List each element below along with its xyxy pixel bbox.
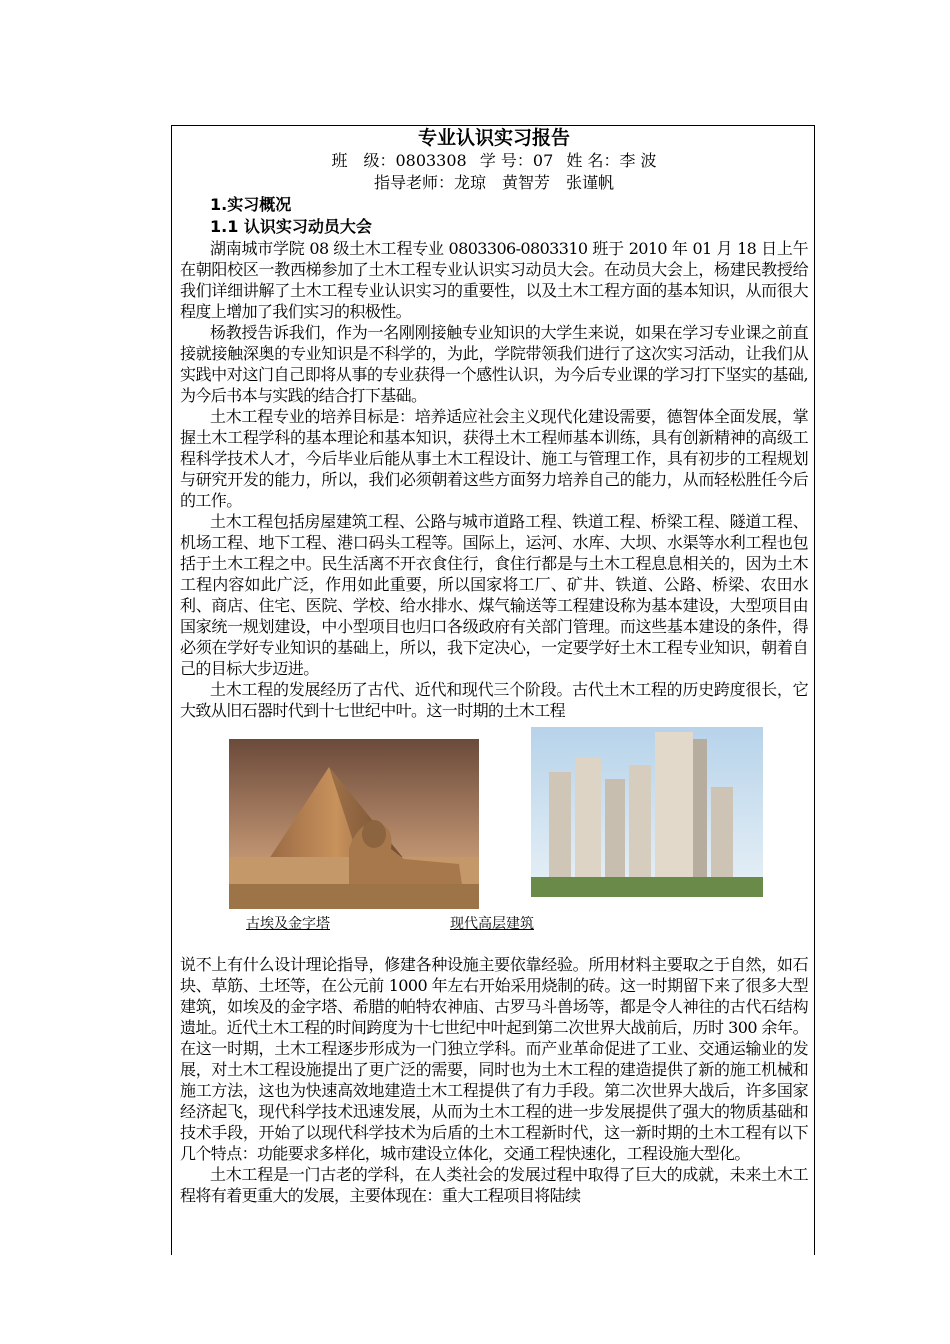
paragraph: 土木工程专业的培养目标是：培养适应社会主义现代化建设需要，德智体全面发展，掌握土木工程学科的基本理论和基本知识，获得土木工程师基本训练，具有创新精神的高级工程科学技术人才，今后毕业后能从事土木工程设计、施工与管理工作，具有初步的工程规划与研究开发的能力，所以，我们必须朝着这些方面努力培养自己的能力，从而轻松胜任今后的工作。	[180, 407, 808, 510]
advisor-info: 指导老师：龙琼 黄智芳 张谨帆	[373, 173, 614, 192]
figure-caption-pyramid: 古埃及金字塔	[246, 916, 330, 932]
section-heading-1-1: 1.1 认识实习动员大会	[210, 217, 372, 236]
report-body	[180, 125, 808, 1206]
student-name-field: 姓 名：李 波	[566, 151, 657, 170]
paragraph: 土木工程包括房屋建筑工程、公路与城市道路工程、铁道工程、桥梁工程、隧道工程、机场工程、地下工程、港口码头工程等。国际上，运河、水库、大坝、水渠等水利工程也包括于土木工程之中。民生活离不开衣食住行，食住行都是与土木工程息息相关的，因为土木工程内容如此广泛，作用如此重要，所以国家将工厂、矿井、铁道、公路、桥梁、农田水利、商店、住宅、医院、学校、给水排水、煤气输送等工程建设称为基本建设，大型项目由国家统一规划建设，中小型项目也归口各级政府有关部门管理。而这些基本建设的条件，得必须在学好专业知识的基础上，所以，我下定决心，一定要学好土木工程专业知识，朝着自己的目标大步迈进。	[180, 512, 808, 678]
pyramid-sphinx-photo	[229, 739, 479, 909]
paragraph: 说不上有什么设计理论指导，修建各种设施主要依靠经验。所用材料主要取之于自然，如石块、草筋、土坯等，在公元前 1000 年左右开始采用烧制的砖。这一时期留下来了很多大型建筑，如埃及的金字塔、希腊的帕特农神庙、古罗马斗兽场等，都是令人神往的古代石结构遗址。近代土木工程的时间跨度为十七世纪中叶起到第二次世界大战前后，历时 300 余年。在这一时期，土木工程逐步形成为一门独立学科。而产业革命促进了工业、交通运输业的发展，对土木工程设施提出了更广泛的需要，同时也为土木工程的建造提供了新的施工机械和施工方法，这也为快速高效地建造土木工程提供了有力手段。第二次世界大战后，许多国家经济起飞，现代科学技术迅速发展，从而为土木工程的进一步发展提供了强大的物质基础和技术手段，开始了以现代科学技术为后盾的土木工程新时代，这一新时期的土木工程有以下几个特点：功能要求多样化，城市建设立体化，交通工程快速化，工程设施大型化。	[180, 955, 808, 1163]
figure-caption-highrise: 现代高层建筑	[450, 916, 534, 932]
class-field: 班 级：0803308	[331, 151, 467, 170]
highrise-buildings-photo	[531, 727, 763, 897]
paragraph: 湖南城市学院 08 级土木工程专业 0803306-0803310 班于 2010 年 01 月 18 日上午在朝阳校区一教西梯参加了土木工程专业认识实习动员大会。在动员大会上，杨建民教授给我们详细讲解了土木工程专业认识实习的重要性，以及土木工程方面的基本知识，从而很大程度上增加了我们实习的积极性。	[180, 239, 808, 321]
student-id-field: 学 号：07	[479, 151, 554, 170]
paragraph: 土木工程的发展经历了古代、近代和现代三个阶段。古代土木工程的历史跨度很长，它大致从旧石器时代到十七世纪中叶。这一时期的土木工程	[180, 680, 808, 720]
paragraph: 杨教授告诉我们，作为一名刚刚接触专业知识的大学生来说，如果在学习专业课之前直接就接触深奥的专业知识是不科学的，为此，学院带领我们进行了这次实习活动，让我们从实践中对这门自己即将从事的专业获得一个感性认识，为今后专业课的学习打下坚实的基础,为今后书本与实践的结合打下基础。	[180, 323, 808, 405]
section-heading-1: 1.实习概况	[210, 195, 292, 214]
report-title: 专业认识实习报告	[417, 127, 570, 149]
figure-row	[180, 735, 808, 950]
paragraph: 土木工程是一门古老的学科，在人类社会的发展过程中取得了巨大的成就，未来土木工程将有着更重大的发展，主要体现在：重大工程项目将陆续	[180, 1165, 808, 1205]
student-info	[180, 150, 808, 172]
